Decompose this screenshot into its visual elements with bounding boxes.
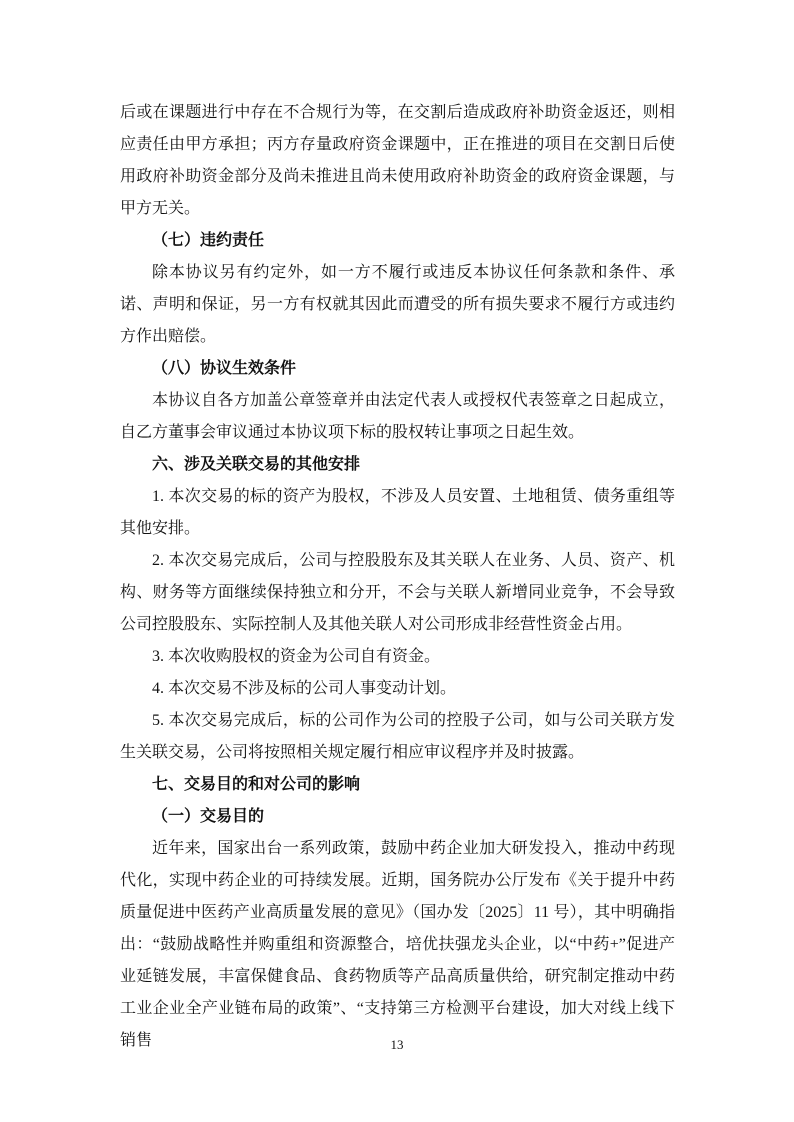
section-heading: （八）协议生效条件 <box>152 360 297 377</box>
paragraph: 后或在课题进行中存在不合规行为等，在交割后造成政府补助资金返还，则相应责任由甲方承担；丙方存量政府资金课题中，正在推进的项目在交割日后使用政府补助资金部分及尚未推进且尚未使用政府补助资金的政府资金课题，与甲方无关。 <box>120 104 675 217</box>
section-heading: 六、涉及关联交易的其他安排 <box>152 456 361 473</box>
paragraph: 4. 本次交易不涉及标的公司人事变动计划。 <box>152 680 457 697</box>
section-heading: （七）违约责任 <box>152 232 265 249</box>
page-footer <box>0 1036 794 1054</box>
section-heading: （一）交易目的 <box>152 808 265 825</box>
paragraph: 1. 本次交易的标的资产为股权，不涉及人员安置、土地租赁、债务重组等其他安排。 <box>120 488 675 537</box>
paragraph: 本协议自各方加盖公章签章并由法定代表人或授权代表签章之日起成立，自乙方董事会审议通过本协议项下标的股权转让事项之日起生效。 <box>120 392 675 441</box>
paragraph: 近年来，国家出台一系列政策，鼓励中药企业加大研发投入，推动中药现代化，实现中药企业的可持续发展。近期，国务院办公厅发布《关于提升中药质量促进中医药产业高质量发展的意见》（国办发〔2025〕11 号），其中明确指出：“鼓励战略性并购重组和资源整合，培优扶强龙头企业，以“中药+”促进产业延链发展，丰富保健食品、食药物质等产品高质量供给，研究制定推动中药工业企业全产业链布局的政策”、“支持第三方检测平台建设，加大对线上线下销售 <box>120 840 675 1049</box>
page-number: 13 <box>390 1037 404 1052</box>
paragraph: 5. 本次交易完成后，标的公司作为公司的控股子公司，如与公司关联方发生关联交易，公司将按照相关规定履行相应审议程序并及时披露。 <box>120 712 675 761</box>
section-heading: 七、交易目的和对公司的影响 <box>152 776 361 793</box>
document-body <box>120 97 675 1057</box>
paragraph: 除本协议另有约定外，如一方不履行或违反本协议任何条款和条件、承诺、声明和保证，另一方有权就其因此而遭受的所有损失要求不履行方或违约方作出赔偿。 <box>120 264 675 345</box>
paragraph: 2. 本次交易完成后，公司与控股股东及其关联人在业务、人员、资产、机构、财务等方面继续保持独立和分开，不会与关联人新增同业竞争，不会导致公司控股股东、实际控制人及其他关联人对公司形成非经营性资金占用。 <box>120 552 675 633</box>
paragraph: 3. 本次收购股权的资金为公司自有资金。 <box>152 648 441 665</box>
